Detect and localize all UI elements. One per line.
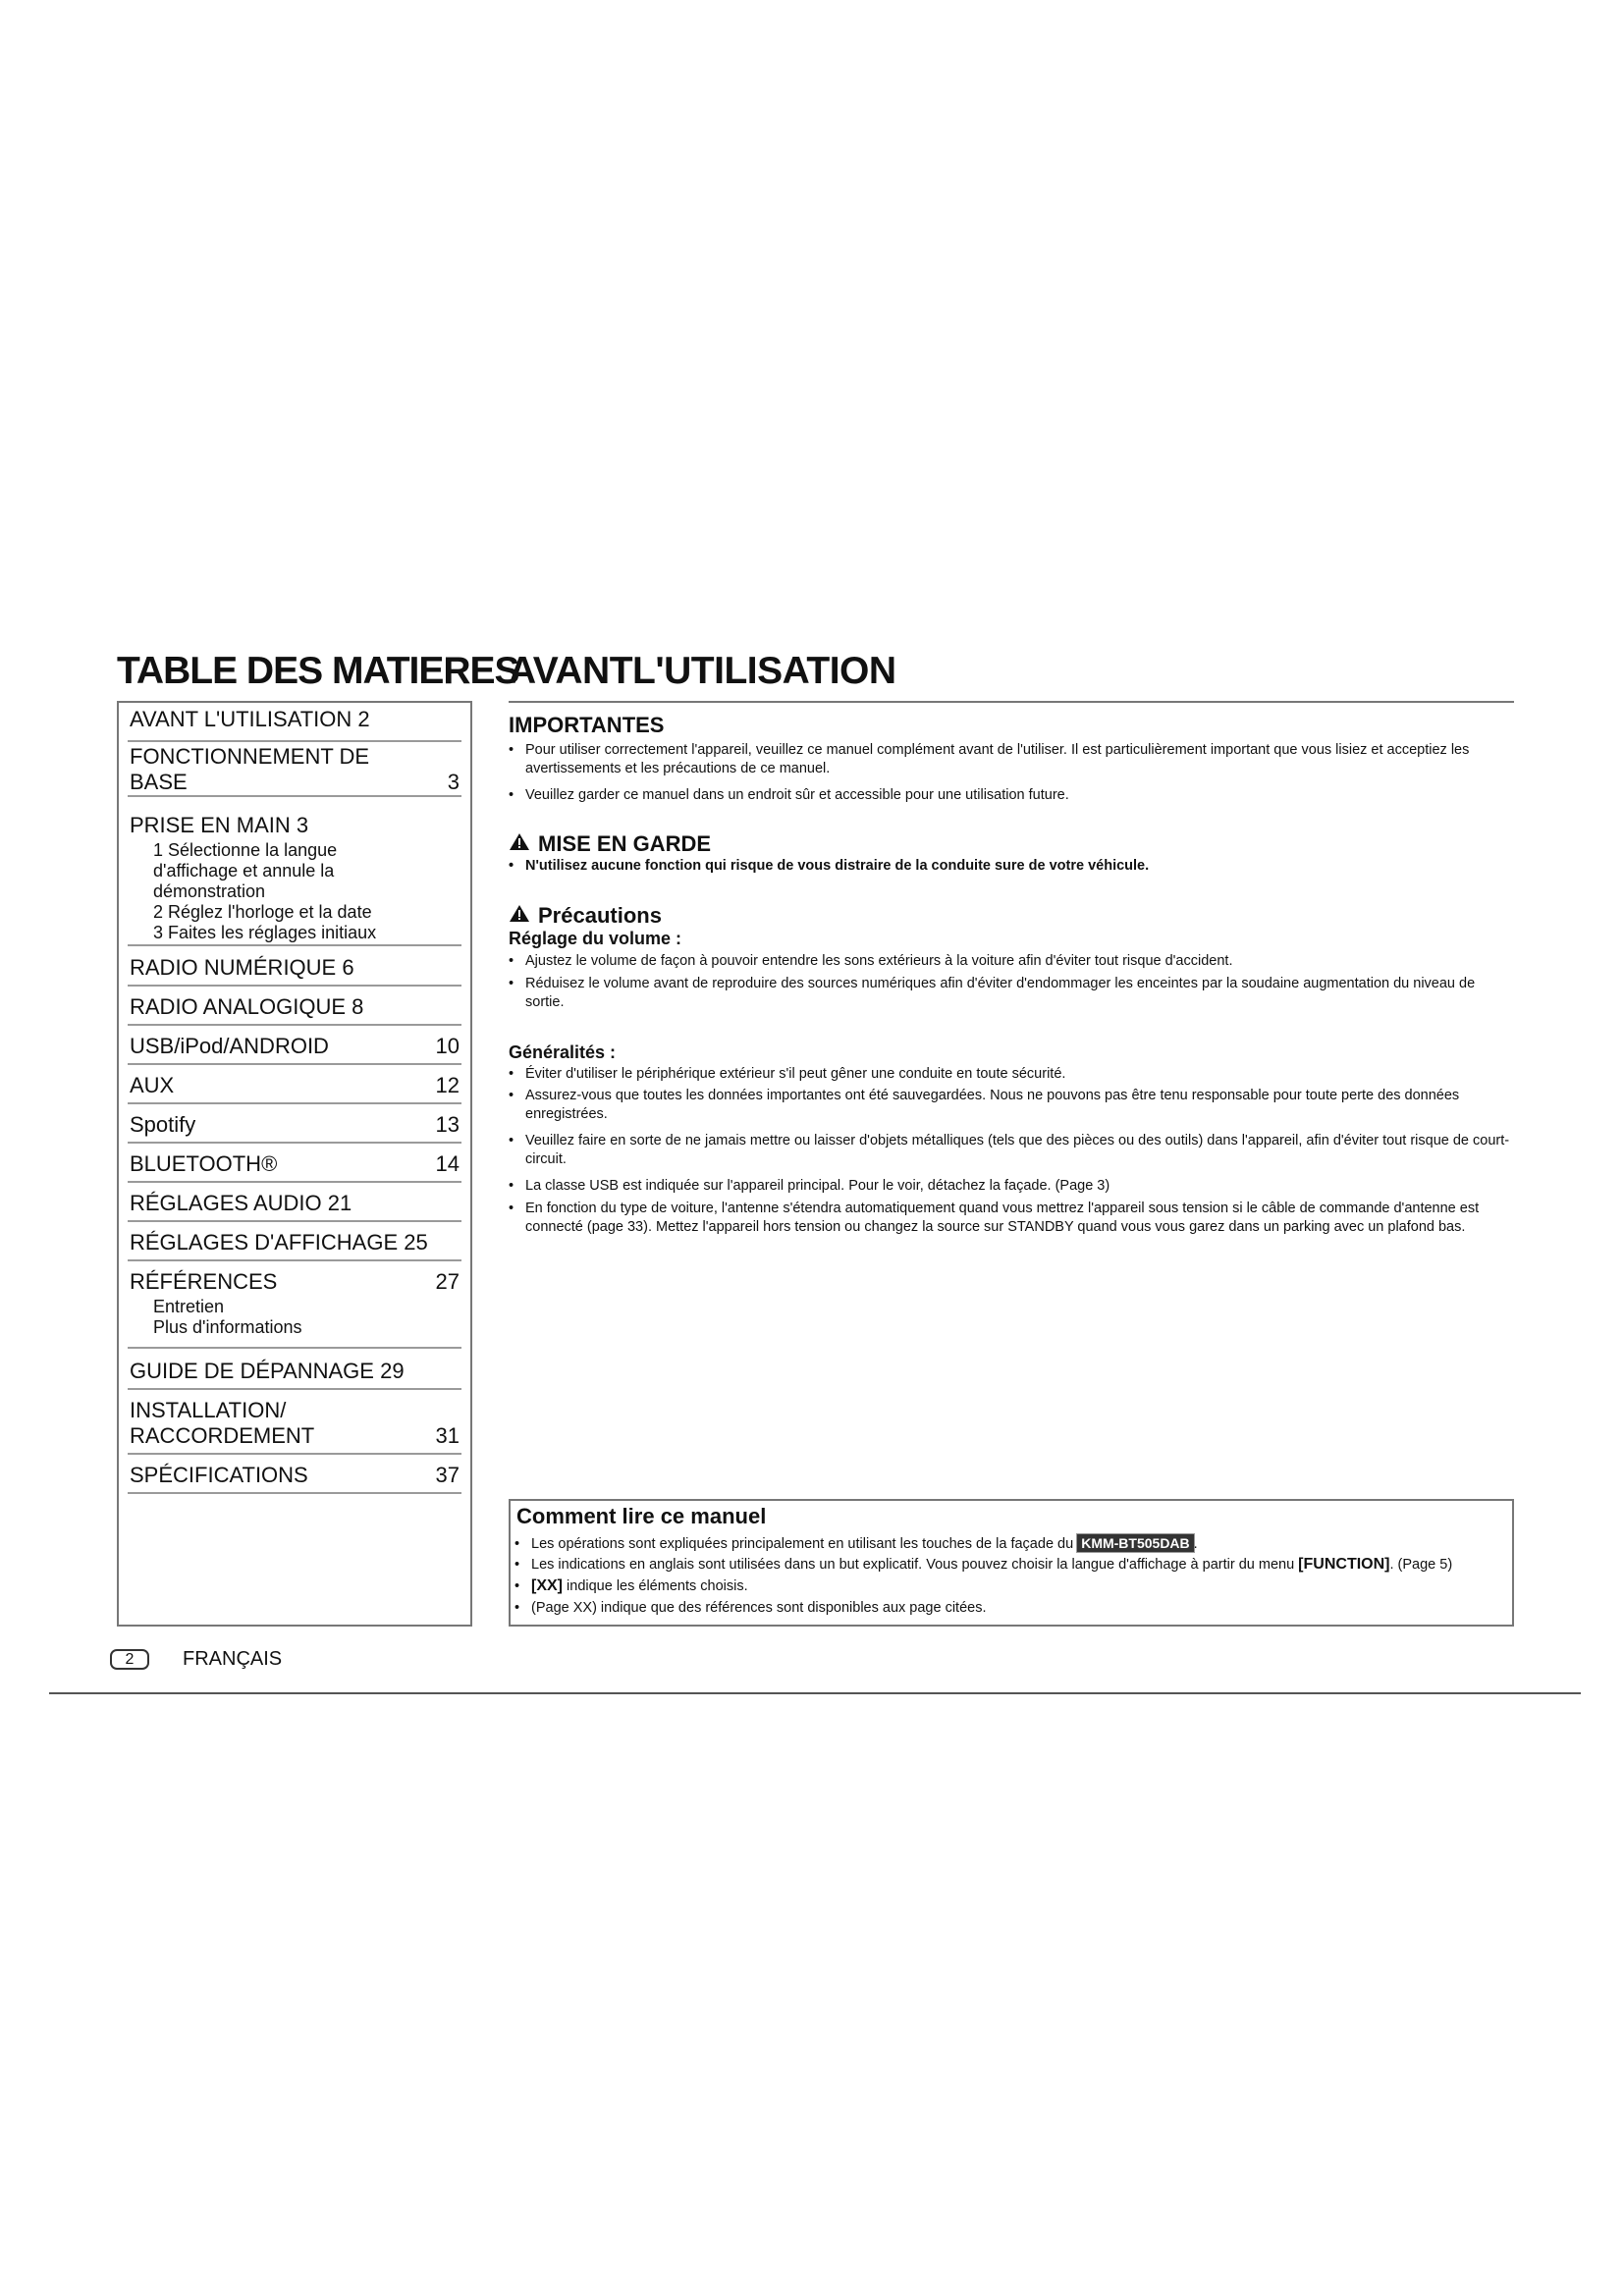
warning-icon (509, 904, 530, 923)
mise-en-garde-heading: MISE EN GARDE (509, 831, 711, 857)
model-badge: KMM-BT505DAB (1077, 1534, 1193, 1552)
toc-page-number: 37 (435, 1463, 460, 1487)
toc-entry[interactable] (128, 703, 461, 742)
toc-label: USB/iPod/ANDROID (130, 1034, 329, 1058)
bullet-item: • Réduisez le volume avant de reproduire des sources numériques afin d'éviter d'endommager les enceintes par la soudaine augmentation du niveau de sortie. (509, 976, 1476, 1010)
toc-subentry[interactable]: 1 Sélectionne la langue d'affichage et annule la démonstration (153, 840, 338, 901)
footer-divider (49, 1692, 1581, 1694)
bullet-item: • Veuillez garder ce manuel dans un endroit sûr et accessible pour une utilisation future. (509, 787, 1069, 803)
toc-entry[interactable] (128, 1104, 461, 1144)
toc-subentry[interactable]: 3 Faites les réglages initiaux (153, 923, 377, 942)
toc-label: RÉGLAGES D'AFFICHAGE 25 (130, 1230, 428, 1255)
section-title: AVANTL'UTILISATION (509, 650, 896, 692)
toc-list (128, 703, 461, 1494)
toc-subentries (153, 1297, 302, 1338)
volume-subheading: Réglage du volume : (509, 929, 682, 948)
note-line: • Les indications en anglais sont utilisées dans un but explicatif. Vous pouvez choisir la langue d'affichage à partir du menu [FUNCTION]. (Page 5) (514, 1556, 1453, 1573)
toc-entry[interactable] (128, 1183, 461, 1222)
toc-label: INSTALLATION/ RACCORDEMENT (130, 1398, 315, 1448)
toc-subentry[interactable]: 2 Réglez l'horloge et la date (153, 902, 372, 922)
toc-label: SPÉCIFICATIONS (130, 1463, 308, 1487)
toc-entry[interactable] (128, 1144, 461, 1183)
warning-icon (509, 832, 530, 851)
note-line: • Les opérations sont expliquées principalement en utilisant les touches de la façade du KMM-BT505DAB . (514, 1535, 1198, 1552)
toc-page-number: 3 (447, 770, 460, 794)
toc-entry[interactable] (128, 1026, 461, 1065)
toc-entry[interactable] (128, 946, 461, 987)
precautions-heading: Précautions (509, 903, 662, 929)
how-to-read-box (509, 1499, 1514, 1627)
toc-entry[interactable] (128, 742, 461, 797)
toc-label: RADIO ANALOGIQUE 8 (130, 994, 364, 1019)
toc-subentry[interactable]: Entretien (153, 1297, 225, 1316)
toc-label: BLUETOOTH® (130, 1151, 278, 1176)
note-line: • (Page XX) indique que des références sont disponibles aux page citées. (514, 1600, 987, 1616)
page-number: 2 (110, 1649, 149, 1670)
toc-label: RADIO NUMÉRIQUE 6 (130, 955, 354, 980)
toc-page-number: 10 (435, 1034, 460, 1058)
bullet-item: • Assurez-vous que toutes les données importantes ont été sauvegardées. Nous ne pouvons pas être tenu responsable pour toute perte des données enregistrées. (509, 1088, 1460, 1122)
function-key: [FUNCTION] (1298, 1556, 1390, 1573)
toc-subentry[interactable]: Plus d'informations (153, 1317, 302, 1337)
toc-label: AVANT L'UTILISATION 2 (130, 707, 370, 731)
toc-label: PRISE EN MAIN 3 (130, 813, 309, 837)
bullet-item: • En fonction du type de voiture, l'antenne s'étendra automatiquement quand vous mettrez l'appareil sous tension si le câble de commande d'antenne est connecté (page 33). Mettez l'appareil hors tension ou changez la source sur STANDBY quand vous vous garez dans un parking avec un plafond bas. (509, 1201, 1480, 1235)
toc-entry[interactable] (128, 1222, 461, 1261)
note-title: Comment lire ce manuel (516, 1504, 767, 1528)
toc-entry[interactable] (128, 1349, 461, 1390)
toc-box (117, 701, 472, 1627)
toc-entry[interactable] (128, 1390, 461, 1455)
toc-label: RÉFÉRENCES (130, 1269, 278, 1294)
toc-entry[interactable] (128, 1261, 461, 1349)
toc-entry[interactable] (128, 797, 461, 946)
bullet-item: • Pour utiliser correctement l'appareil, veuillez ce manuel complément avant de l'utiliser. Il est particulièrement important que vous lisiez et acceptiez les avertissements et les précautions de ce manuel. (509, 742, 1470, 776)
toc-page-number: 13 (435, 1112, 460, 1137)
generalites-subheading: Généralités : (509, 1042, 617, 1062)
bullet-item: • La classe USB est indiquée sur l'appareil principal. Pour le voir, détachez la façade. (Page 3) (509, 1178, 1110, 1194)
toc-label: Spotify (130, 1112, 196, 1137)
bullet-item: • Ajustez le volume de façon à pouvoir entendre les sons extérieurs à la voiture afin d'éviter tout risque d'accident. (509, 953, 1233, 969)
toc-label: RÉGLAGES AUDIO 21 (130, 1191, 352, 1215)
toc-label: AUX (130, 1073, 175, 1097)
toc-entry[interactable] (128, 1455, 461, 1494)
toc-page-number: 31 (435, 1423, 460, 1448)
toc-page-number: 14 (435, 1151, 460, 1176)
toc-label: FONCTIONNEMENT DE BASE (130, 744, 370, 794)
toc-page-number: 27 (435, 1269, 460, 1294)
title-divider (509, 701, 1514, 703)
note-line: • [XX] indique les éléments choisis. (514, 1577, 748, 1594)
bullet-item: • Éviter d'utiliser le périphérique extérieur s'il peut gêner une conduite en toute sécurité. (509, 1066, 1066, 1082)
language-label: FRANÇAIS (183, 1648, 283, 1670)
toc-page-number: 12 (435, 1073, 460, 1097)
toc-subentries (153, 840, 376, 943)
bullet-item: • Veuillez faire en sorte de ne jamais mettre ou laisser d'objets métalliques (tels que des pièces ou des outils) dans l'appareil, afin d'éviter tout risque de court-circuit. (509, 1133, 1510, 1167)
toc-label: GUIDE DE DÉPANNAGE 29 (130, 1359, 405, 1383)
toc-entry[interactable] (128, 1065, 461, 1104)
bullet-item: • N'utilisez aucune fonction qui risque de vous distraire de la conduite sure de votre véhicule. (509, 858, 1150, 874)
importantes-heading: IMPORTANTES (509, 713, 665, 737)
toc-title: TABLE DES MATIERES (117, 650, 519, 692)
xx-key: [XX] (531, 1577, 563, 1594)
toc-entry[interactable] (128, 987, 461, 1026)
